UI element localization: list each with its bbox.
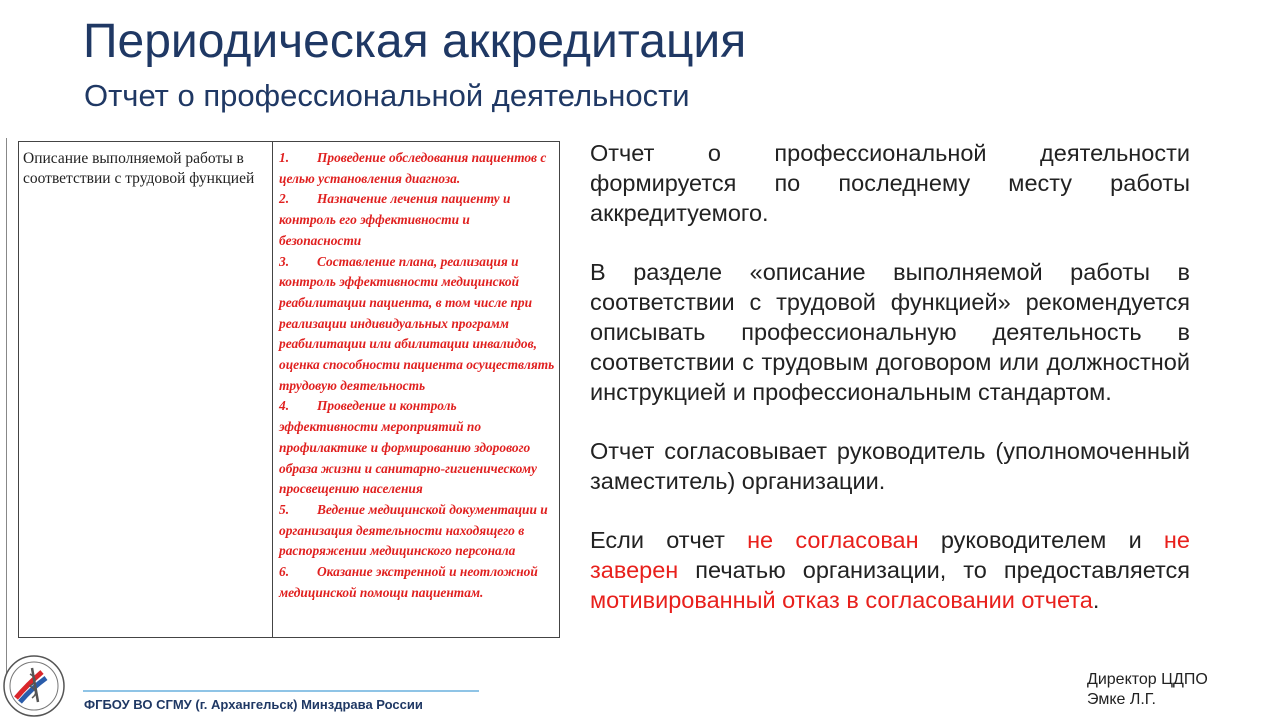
duty-item-3: 3. Составление плана, реализация и контроль эффективности медицинской реабилитации пациента, в том числе при реализации индивидуальных программ реабилитации или абилитации инвалидов, оценка способности пациента осуществлять трудовую деятельность xyxy=(279,253,555,393)
paragraph-approval: Отчет согласовывает руководитель (уполномоченный заместитель) организации. xyxy=(590,438,1190,494)
footer-divider xyxy=(83,690,479,692)
table-duties-cell xyxy=(273,142,559,637)
paragraph-refusal: Если отчет не согласован руководителем и не заверен печатью организации, то предоставляется мотивированный отказ в согласовании отчета. xyxy=(590,527,1190,613)
slide-body xyxy=(590,138,1190,644)
table-left-cell: Описание выполняемой работы в соответствии с трудовой функцией xyxy=(19,142,273,637)
duty-item-1: 1. Проведение обследования пациентов с целью установления диагноза. xyxy=(279,150,547,186)
paragraph-description-section: В разделе «описание выполняемой работы в соответствии с трудовой функцией» рекомендуется описывать профессиональную деятельность в соответствии с трудовым договором или должностной инструкцией и профессиональным стандартом. xyxy=(590,259,1190,405)
paragraph-report-basis: Отчет о профессиональной деятельности формируется по последнему месту работы аккредитуемого. xyxy=(590,140,1190,226)
duty-item-4: 4. Проведение и контроль эффективности мероприятий по профилактике и формированию здорового образа жизни и санитарно-гигиеническому просвещению населения xyxy=(279,398,537,497)
signature-block xyxy=(1087,670,1208,710)
duty-item-2: 2. Назначение лечения пациенту и контроль его эффективности и безопасности xyxy=(279,191,511,248)
slide-title: Периодическая аккредитация xyxy=(83,15,747,68)
university-logo-icon xyxy=(2,654,66,718)
slide-subtitle: Отчет о профессиональной деятельности xyxy=(84,78,690,113)
report-table-excerpt xyxy=(18,141,560,638)
duty-item-6: 6. Оказание экстренной и неотложной медицинской помощи пациентам. xyxy=(279,564,538,600)
duty-item-5: 5. Ведение медицинской документации и организация деятельности находящего в распоряжении медицинского персонала xyxy=(279,501,548,559)
footer-organization: ФГБОУ ВО СГМУ (г. Архангельск) Минздрава России xyxy=(84,697,423,712)
signature-name: Эмке Л.Г. xyxy=(1087,691,1156,708)
left-border-line xyxy=(0,138,7,698)
signature-position: Директор ЦДПО xyxy=(1087,671,1208,688)
